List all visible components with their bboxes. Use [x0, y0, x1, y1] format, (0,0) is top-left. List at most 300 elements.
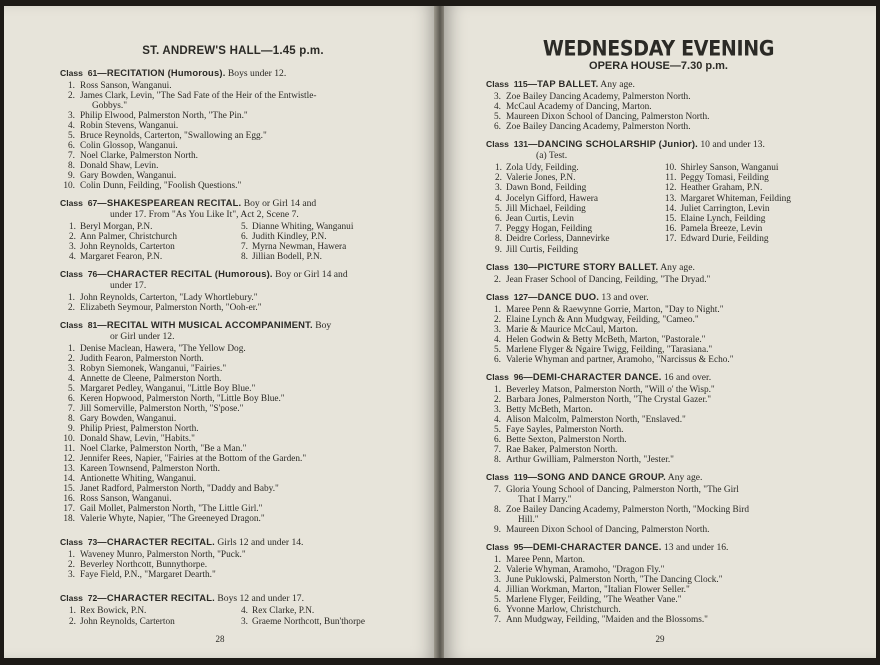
entry-text: Elaine Lynch, Feilding — [680, 214, 766, 225]
entry-number: 18. — [63, 514, 75, 525]
entry-number: 5. — [494, 594, 501, 605]
entry-text: Graeme Northcott, Bun'thorpe — [252, 616, 365, 627]
entry-text — [506, 405, 831, 415]
entry-text: Myrna Newman, Hawera — [252, 241, 347, 252]
entry-number: 7. — [494, 614, 501, 625]
list-item — [60, 484, 400, 494]
entry-text — [506, 92, 831, 102]
list-item — [490, 163, 657, 173]
entry-number: 3. — [241, 616, 248, 627]
entry-number: 4. — [69, 252, 76, 263]
entry-text — [506, 415, 831, 425]
class-number: 72 — [87, 593, 98, 604]
entry-number: 3. — [494, 574, 501, 585]
class-heading — [486, 78, 831, 90]
entry-number: 6. — [68, 140, 75, 151]
entry-line: Colin Glossop, Wanganui. — [80, 140, 178, 151]
list-item — [490, 234, 657, 244]
class-heading — [486, 261, 831, 273]
class-heading — [60, 592, 400, 604]
class-number: 61 — [87, 67, 98, 78]
list-item — [60, 424, 400, 434]
list-item — [236, 242, 400, 252]
class-label: Class — [60, 269, 83, 280]
page-number: 28 — [215, 634, 225, 644]
entry-number: 1. — [495, 163, 502, 173]
entry-line: Maree Penn & Raewynne Gorrie, Marton, "Day to Night." — [506, 304, 724, 315]
entry-text — [506, 615, 831, 625]
entry-line: Colin Dunn, Feilding, "Foolish Questions." — [80, 180, 242, 191]
entry-list — [486, 485, 831, 535]
entry-text — [506, 595, 831, 605]
entry-number: 10. — [63, 180, 75, 191]
entry-line: Marlene Flyger & Ngaire Twigg, Feilding, "Tarasiana." — [506, 344, 713, 355]
class-description: Boy — [312, 320, 332, 332]
entry-text — [506, 385, 831, 395]
list-item — [486, 415, 831, 425]
class-115 — [486, 78, 831, 132]
entry-number: 14. — [63, 474, 75, 485]
entry-text: Juliet Carrington, Levin — [680, 203, 770, 214]
entry-number: 9. — [68, 170, 75, 181]
class-76 — [60, 268, 400, 313]
page-28-content — [60, 42, 400, 627]
entry-number: 17. — [63, 504, 75, 515]
entry-number: 5. — [68, 130, 75, 141]
entry-text: Jocelyn Gifford, Hawera — [506, 193, 598, 204]
entry-text: Heather Graham, P.N. — [680, 183, 763, 194]
class-heading — [486, 138, 831, 161]
entry-number: 5. — [68, 384, 75, 395]
entry-number: 3. — [494, 92, 501, 102]
entry-line: Gloria Young School of Dancing, Palmerston North, "The Girl — [506, 484, 739, 495]
entry-line: Valerie Whyman and partner, Aramoho, "Narcissus & Echo." — [506, 354, 734, 365]
class-number: 130 — [513, 261, 529, 272]
class-67 — [60, 197, 400, 263]
list-item — [60, 454, 400, 464]
list-item — [486, 605, 831, 615]
entry-list — [60, 81, 400, 191]
list-item — [236, 232, 400, 242]
list-item — [486, 585, 831, 595]
list-item — [60, 514, 400, 524]
entry-line: Maree Penn, Marton. — [506, 554, 586, 565]
entry-text — [80, 444, 400, 454]
list-item — [486, 485, 831, 505]
page-number: 29 — [655, 634, 665, 644]
list-item — [486, 505, 831, 525]
entry-text — [80, 424, 400, 434]
class-label: Class — [486, 371, 509, 382]
entry-line: Gary Bowden, Wanganui. — [80, 170, 177, 181]
entry-text — [506, 275, 831, 285]
class-description: Any age. — [598, 79, 635, 90]
list-item — [486, 425, 831, 435]
entry-number: 3. — [495, 183, 502, 194]
entry-line: Helen Godwin & Betty McBeth, Marton, "Pastorale." — [506, 334, 706, 345]
entry-text: Jillian Bodell, P.N. — [252, 252, 322, 263]
class-name: —SONG AND DANCE GROUP. — [527, 470, 666, 482]
entry-text — [506, 485, 831, 505]
entry-text — [80, 151, 400, 161]
list-item — [60, 374, 400, 384]
list-item — [60, 181, 400, 191]
class-description-continued: under 17. — [110, 280, 147, 292]
entry-number: 5. — [494, 424, 501, 435]
class-name: —TAP BALLET. — [527, 78, 599, 89]
entry-text: Dawn Bond, Feilding — [506, 183, 587, 194]
entry-text — [80, 344, 400, 354]
entry-text: Jill Curtis, Feilding — [506, 244, 579, 255]
entry-text: Peggy Tomasi, Feilding — [680, 173, 769, 184]
class-label: Class — [60, 320, 83, 331]
list-item — [486, 335, 831, 345]
entry-text: Judith Kindley, P.N. — [252, 231, 327, 242]
list-item — [486, 615, 831, 625]
entry-line: Barbara Jones, Palmerston North, "The Crystal Gazer." — [506, 394, 712, 405]
entry-line: Antionette Whiting, Wanganui. — [80, 474, 197, 485]
entry-line: Kareen Townsend, Palmerston North. — [80, 464, 220, 475]
list-item — [60, 384, 400, 394]
entry-number: 2. — [68, 303, 75, 314]
list-item — [60, 494, 400, 504]
entry-text — [506, 355, 831, 365]
class-number: 96 — [513, 371, 524, 382]
entry-number: 4. — [495, 193, 502, 204]
entry-text — [80, 484, 400, 494]
entry-number: 13. — [664, 193, 677, 204]
list-item — [60, 434, 400, 444]
list-item — [64, 617, 228, 627]
class-number: 119 — [513, 471, 528, 482]
list-item — [486, 122, 831, 132]
list-item — [60, 444, 400, 454]
class-name: —CHARACTER RECITAL. — [97, 592, 215, 604]
entry-number: 8. — [494, 454, 501, 465]
entry-text — [80, 434, 400, 444]
entry-number: 5. — [494, 344, 501, 355]
class-description: 16 and over. — [661, 371, 712, 383]
list-item — [665, 183, 832, 193]
class-name: —RECITATION (Humorous). — [97, 66, 226, 78]
list-item — [665, 224, 832, 234]
class-name: —DANCING SCHOLARSHIP (Junior). — [528, 138, 698, 149]
entry-line: Waveney Munro, Palmerston North, "Puck." — [80, 550, 246, 561]
entry-line: Ross Sanson, Wanganui. — [80, 494, 172, 505]
entry-number: 4. — [494, 102, 501, 112]
list-item — [486, 325, 831, 335]
list-item — [60, 81, 400, 91]
entry-text — [506, 585, 831, 595]
entry-text — [80, 464, 400, 474]
list-item — [64, 252, 228, 262]
entry-text — [506, 435, 831, 445]
class-label: Class — [60, 197, 83, 208]
entry-number: 1. — [494, 384, 501, 395]
entry-line: Marie & Maurice McCaul, Marton. — [506, 324, 638, 335]
list-item — [490, 173, 657, 183]
entry-number: 3. — [69, 241, 76, 252]
two-column-entries — [60, 222, 400, 263]
class-heading — [486, 541, 831, 553]
entry-line: Yvonne Marlow, Christchurch. — [506, 604, 621, 615]
entry-text — [80, 474, 400, 484]
class-description: Any age. — [658, 261, 695, 273]
entry-line: Maureen Dixon School of Dancing, Palmerston North. — [506, 112, 710, 122]
list-item — [60, 560, 400, 570]
entry-number: 7. — [68, 150, 75, 161]
entry-line: Jennifer Rees, Napier, "Fairies at the Bottom of the Garden." — [80, 454, 307, 465]
class-heading — [486, 291, 831, 303]
class-name: —RECITAL WITH MUSICAL ACCOMPANIMENT. — [97, 319, 313, 331]
entry-column — [64, 222, 228, 263]
entry-text — [80, 514, 400, 524]
class-description-continued: or Girl under 12. — [110, 331, 175, 343]
entry-text — [506, 425, 831, 435]
entry-number: 2. — [69, 616, 76, 627]
class-number: 67 — [87, 197, 98, 208]
entry-list — [486, 275, 831, 285]
list-item — [665, 204, 832, 214]
entry-text — [506, 345, 831, 355]
list-item — [486, 305, 831, 315]
list-item — [490, 214, 657, 224]
entry-text: Zola Udy, Feilding. — [506, 163, 579, 173]
list-item — [60, 354, 400, 364]
page-29 — [444, 6, 876, 658]
entry-text: Rex Bowick, P.N. — [80, 606, 147, 617]
entry-number: 4. — [241, 606, 248, 617]
entry-number: 8. — [495, 234, 502, 245]
class-number: 127 — [513, 291, 529, 302]
entry-number: 8. — [68, 160, 75, 171]
class-description: Boys 12 and under 17. — [214, 593, 304, 605]
entry-number: 1. — [69, 221, 76, 232]
class-81 — [60, 319, 400, 524]
entry-number: 3. — [494, 404, 501, 415]
entry-line: Maureen Dixon School of Dancing, Palmerston North. — [506, 524, 710, 535]
entry-number: 14. — [664, 203, 677, 214]
entry-line: Arthur Gwilliam, Palmerston North, "Jester." — [506, 454, 674, 465]
class-heading — [60, 319, 400, 342]
class-heading — [60, 536, 400, 548]
list-item — [60, 550, 400, 560]
class-130 — [486, 261, 831, 285]
entry-line: Noel Clarke, Palmerston North. — [80, 150, 198, 161]
entry-number: 15. — [664, 214, 677, 225]
class-heading — [486, 371, 831, 383]
class-119 — [486, 471, 831, 535]
entry-number: 3. — [68, 364, 75, 375]
list-item — [60, 570, 400, 580]
entry-number: 10. — [664, 163, 677, 173]
entry-text — [80, 384, 400, 394]
entry-column — [490, 163, 657, 255]
entry-text — [506, 555, 831, 565]
entry-text — [506, 315, 831, 325]
entry-line: Jillian Workman, Marton, "Italian Flower Seller." — [506, 584, 690, 595]
session-title: WEDNESDAY EVENING — [542, 36, 775, 62]
class-72 — [60, 592, 400, 626]
list-item — [60, 91, 400, 111]
class-number: 95 — [513, 541, 524, 552]
list-item — [665, 173, 832, 183]
entry-text — [80, 364, 400, 374]
entry-list — [60, 550, 400, 580]
list-item — [60, 293, 400, 303]
list-item — [60, 141, 400, 151]
entry-line: Beverley Matson, Palmerston North, "Will o' the Wisp." — [506, 384, 715, 395]
entry-number: 4. — [68, 120, 75, 131]
list-item — [486, 445, 831, 455]
entry-number: 2. — [69, 231, 76, 242]
list-item — [486, 575, 831, 585]
list-item — [486, 275, 831, 285]
list-item — [486, 112, 831, 122]
entry-line: Zoe Bailey Dancing Academy, Palmerston North. — [506, 92, 691, 102]
list-item — [665, 214, 832, 224]
class-73 — [60, 536, 400, 580]
list-item — [665, 163, 832, 173]
entry-line: Philip Elwood, Palmerston North, "The Pin." — [80, 110, 248, 121]
class-description: Girls 12 and under 14. — [214, 537, 304, 549]
entry-column — [665, 163, 832, 255]
entry-number: 8. — [68, 414, 75, 425]
entry-list — [486, 555, 831, 625]
class-label: Class — [60, 537, 83, 548]
entry-line: Jill Somerville, Palmerston North, "S'pose." — [80, 404, 244, 415]
list-item — [60, 161, 400, 171]
list-item — [60, 364, 400, 374]
list-item — [60, 394, 400, 404]
list-item — [236, 252, 400, 262]
entry-line: Margaret Pedley, Wanganui, "Little Boy Blue." — [80, 384, 256, 395]
list-item — [64, 242, 228, 252]
class-number: 81 — [87, 320, 98, 331]
entry-line: Gail Mollet, Palmerston North, "The Little Girl." — [80, 504, 263, 515]
list-item — [486, 565, 831, 575]
entry-number: 13. — [63, 464, 75, 475]
list-item — [60, 171, 400, 181]
entry-text — [80, 131, 400, 141]
entry-number: 12. — [63, 454, 75, 465]
class-name: —PICTURE STORY BALLET. — [528, 260, 659, 272]
entry-line-continued: Gobbys." — [92, 100, 128, 111]
list-item — [665, 234, 832, 244]
entry-text — [80, 494, 400, 504]
entry-line: Marlene Flyger, Feilding, "The Weather Vane." — [506, 594, 682, 605]
class-name: —DEMI-CHARACTER DANCE. — [523, 370, 662, 382]
entry-text — [80, 394, 400, 404]
entry-number: 2. — [68, 354, 75, 365]
entry-text: Dianne Whiting, Wanganui — [252, 221, 354, 232]
entry-line: Judith Fearon, Palmerston North. — [80, 354, 204, 365]
entry-text — [80, 414, 400, 424]
entry-line: Robyn Siemonek, Wanganui, "Fairies." — [80, 364, 227, 375]
entry-text — [506, 305, 831, 315]
entry-line: Denise Maclean, Hawera, "The Yellow Dog. — [80, 344, 246, 355]
list-item — [490, 224, 657, 234]
entry-line: Donald Shaw, Levin. — [80, 160, 159, 171]
entry-text — [506, 122, 831, 132]
entry-number: 7. — [68, 404, 75, 415]
list-item — [60, 303, 400, 313]
entry-text — [80, 560, 400, 570]
entry-text — [506, 102, 831, 112]
list-item — [490, 204, 657, 214]
class-96 — [486, 371, 831, 465]
entry-text — [506, 505, 831, 525]
venue-heading: ST. ANDREW'S HALL—1.45 p.m. — [142, 45, 324, 57]
entry-text: Shirley Sanson, Wanganui — [680, 163, 779, 173]
entry-text: John Reynolds, Carterton — [80, 241, 175, 252]
entry-line: June Puklowski, Palmerston North, "The Dancing Clock." — [506, 574, 723, 585]
entry-text: Peggy Hogan, Feilding — [506, 224, 592, 235]
entry-number: 1. — [68, 344, 75, 355]
list-item — [60, 131, 400, 141]
list-item — [486, 555, 831, 565]
class-description: 13 and under 16. — [661, 541, 729, 553]
class-label: Class — [486, 291, 509, 302]
entry-number: 10. — [63, 434, 75, 445]
list-item — [236, 222, 400, 232]
entry-number: 12. — [664, 183, 677, 194]
entry-text — [506, 565, 831, 575]
entry-number: 9. — [68, 424, 75, 435]
list-item — [486, 405, 831, 415]
entry-number: 2. — [68, 90, 75, 101]
entry-line: Elizabeth Seymour, Palmerston North, "Ooh-er." — [80, 303, 262, 314]
list-item — [60, 474, 400, 484]
entry-number: 3. — [68, 110, 75, 121]
entry-line: McCaul Academy of Dancing, Marton. — [506, 102, 652, 112]
list-item — [60, 464, 400, 474]
class-label: Class — [60, 67, 83, 78]
entry-number: 2. — [494, 394, 501, 405]
entry-number: 5. — [494, 112, 501, 122]
list-item — [490, 194, 657, 204]
entry-number: 7. — [494, 444, 501, 455]
list-item — [486, 455, 831, 465]
page-29-content — [486, 36, 831, 625]
class-description: Boy or Girl 14 and — [272, 269, 348, 281]
entry-number: 2. — [495, 173, 502, 184]
entry-text — [80, 91, 400, 111]
entry-number: 2. — [494, 564, 501, 575]
class-description-continued: (a) Test. — [536, 150, 568, 161]
entry-number: 6. — [68, 394, 75, 405]
list-item — [490, 183, 657, 193]
entry-text: Margaret Whiteman, Feilding — [680, 193, 791, 204]
entry-text — [506, 575, 831, 585]
entry-text — [80, 404, 400, 414]
entry-list — [486, 92, 831, 132]
entry-text — [506, 605, 831, 615]
entry-list — [486, 385, 831, 465]
entry-text — [506, 395, 831, 405]
entry-line: Valerie Whyman, Aramoho, "Dragon Fly." — [506, 564, 665, 575]
list-item — [60, 404, 400, 414]
class-description: Boy or Girl 14 and — [241, 197, 317, 209]
list-item — [64, 606, 228, 616]
entry-line: John Reynolds, Carterton, "Lady Whortlebury." — [80, 293, 258, 304]
entry-line: Ross Sanson, Wanganui. — [80, 80, 172, 91]
list-item — [486, 355, 831, 365]
entry-text — [506, 455, 831, 465]
class-description: 10 and under 13. — [697, 139, 765, 150]
entry-number: 6. — [494, 604, 501, 615]
entry-number: 16. — [664, 224, 677, 235]
